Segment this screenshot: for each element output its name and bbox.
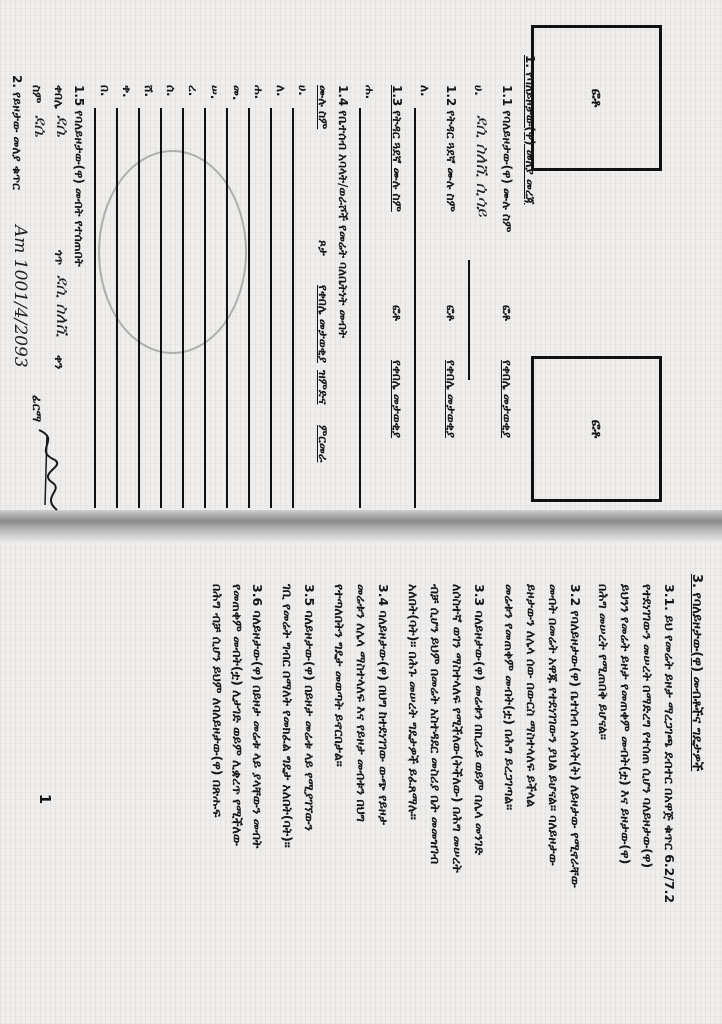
- signature-mark: [27, 425, 67, 515]
- photo-label-left: ፎቶ: [588, 88, 605, 108]
- family-row-label: ሐ.: [252, 85, 266, 100]
- row-a-line: [468, 260, 470, 380]
- s1-5-got-label: ጎጥ: [52, 250, 66, 266]
- s1-2-photo: ፎቶ: [444, 305, 458, 321]
- family-row-label: ሀ.: [296, 85, 310, 96]
- s1-5-name-label: ስም: [30, 85, 44, 104]
- family-row-line: [226, 108, 228, 508]
- family-row-line: [204, 108, 206, 508]
- para-line: ይዞታውን ለሌላ ሰው በውርስ ማስተላለፍ ይችላል: [524, 584, 539, 808]
- para-line: የመጠቀም መብት(ቷ) ሊታገድ ወይም ሊቋረጥ የሚችለው: [230, 584, 245, 846]
- photo-box-left: [531, 25, 662, 171]
- family-row-label: ሠ.: [208, 85, 222, 100]
- s1-5-kebele-label: ቀበሌ: [52, 85, 66, 109]
- family-row-label: በ.: [98, 85, 112, 97]
- para-line: ገቢ የመሬት ግብር በማለት የመክፈል ግዴታ አለበት(ባት)፡፡: [280, 584, 295, 848]
- para-3-4: [328, 584, 394, 825]
- section-3-heading: 3. የባለይዞታው(ዋ) መብቶችና ግዴታዎች: [689, 574, 704, 772]
- family-row-line: [116, 108, 118, 508]
- s1-5-sign-label: ፊርማ: [30, 395, 44, 423]
- family-row-line: [160, 108, 162, 508]
- photo-label-right: ፎቶ: [588, 419, 605, 439]
- para-line: የተደነገገውን መሠረት በማድረግ የተሰጠ ሲሆን ባለይዞታው(ዋ): [640, 584, 655, 869]
- para-line: በሕግ ብቻ ሲሆን ይህም ለባለይዞታው(ዋ) በጽሑፍ: [210, 584, 225, 818]
- family-row-line: [138, 108, 140, 508]
- para-3-6: [207, 584, 267, 848]
- para-line: በሕግ መሠረት የሚጠበቅ ይሆናል፡፡: [596, 584, 611, 740]
- bottom-page: [0, 544, 722, 1024]
- family-row-line: [182, 108, 184, 508]
- photo-box-right: [531, 356, 662, 502]
- family-row-label: ለ.: [274, 85, 288, 97]
- para-3-2: [498, 584, 586, 888]
- s1-3-label: 1.3 የትዳር ጓደኛ ሙሉ ስም: [390, 85, 404, 212]
- s1-5-label: 1.5 የባለይዞታው(ዋ) መብት የተሰጠበት: [72, 85, 86, 267]
- s1-4-col-sex: ጾታ: [316, 240, 330, 256]
- s1-4-col-remark: ምርመራ: [316, 425, 330, 463]
- s1-5-got-value: ደሲ ስለሺ: [52, 275, 72, 338]
- s1-5-date-label: ቀን: [52, 355, 66, 370]
- para-line: 3.3 ባለይዞታው(ዋ) መሬቱን በኪራይ ወይም በሌላ መንገድ: [472, 584, 487, 856]
- para-line: 3.5 ባለይዞታው(ዋ) በይዞታ መሬቱ ላይ የሚያገኘውን: [302, 584, 317, 831]
- para-line: መሬቱን የመጠቀም መብት(ቷ) በሕግ ይረጋገጣል፡፡: [502, 584, 517, 811]
- family-row-label: ሸ.: [142, 85, 156, 98]
- s1-5-kebele-value: ደሴ: [52, 115, 72, 137]
- s1-1-id: የቀበሌ መታወቂያ: [500, 360, 514, 439]
- s1-1-photo: ፎቶ: [500, 305, 514, 321]
- page-number: 1: [36, 793, 55, 805]
- row-a-value: ደሲ ስለሺ ሲሳይ: [472, 115, 492, 217]
- s1-3-photo: ፎቶ: [390, 305, 404, 321]
- s1-3-id: የቀበሌ መታወቂያ: [390, 360, 404, 439]
- para-3-3: [402, 584, 490, 873]
- para-line: መሬቱን ለሌላ ማስተላለፍ እና የይዞታ መብቱን በህግ: [354, 584, 369, 822]
- family-row-label: መ.: [230, 85, 244, 101]
- s1-2-id: የቀበሌ መታወቂያ: [444, 360, 458, 439]
- s1-5-name-value: ደሴ: [30, 115, 50, 137]
- family-row-line: [270, 108, 272, 508]
- official-stamp: [98, 150, 247, 354]
- para-line: አለበት(ባት)፡፡ በሕጉ መሠረት ግዴታዎች ይፈጸማሉ፡፡: [406, 584, 421, 820]
- row-b-line: [414, 108, 416, 508]
- para-3-5: [276, 584, 320, 848]
- para-line: 3.4 ባለይዞታው(ዋ) በህግ ከተደነገገው ውጭ የይዞታ: [376, 584, 391, 826]
- para-line: ለሶስተኛ ወገን ማስተላለፍ የሚችለው(ትችለው) በሕግ መሠረት: [450, 584, 465, 873]
- para-line: ይህንን የመሬት ይዞታ የመጠቀም መብት(ቷ) እና ይዞታው(ዋ): [618, 584, 633, 865]
- family-row-label: ቀ.: [120, 85, 134, 98]
- family-row-label: ረ.: [186, 85, 200, 97]
- row-b-label: ለ.: [418, 85, 432, 97]
- s1-4-col-name: ሙሉ ስም: [316, 85, 330, 130]
- para-line: 3.1. ይህ የመሬት ይዞታ ማረጋገጫ ደብተር በአዋጅ ቁጥር 6.2/7.2: [662, 584, 677, 904]
- s1-4-col-relation: ዝምድና: [316, 370, 330, 405]
- row-a-label: ሀ.: [472, 85, 486, 96]
- family-row-line: [94, 108, 96, 508]
- family-row-line: [292, 108, 294, 508]
- s1-1-label: 1.1 የባለይዞታው(ዋ) ሙሉ ስም: [500, 85, 514, 233]
- para-3-1: [592, 584, 680, 903]
- para-line: መብት በመሬት አዋጁ የተደነገገውን ያህል ይሆናል፡፡ ባለይዞታው: [546, 584, 561, 866]
- family-row-line: [248, 108, 250, 508]
- family-row-label: ሰ.: [164, 85, 178, 97]
- s2-value: Am 1001/4/2093: [10, 225, 30, 368]
- section-1-heading: 1. የባለይዞታው(ዋ) መለያ መረጃ: [523, 55, 537, 205]
- para-line: ብቻ ሲሆን ይህም በመሬት አስተዳደር መስሪያ ቤት መመዝገብ: [428, 584, 443, 865]
- para-line: የተጣለበትን ግዴታ መወጣት ይኖርበታል፡፡: [332, 584, 347, 767]
- row-c-label: ሐ.: [363, 85, 377, 100]
- s1-4-col-id: የቀበሌ መታወቂያ: [316, 285, 330, 364]
- s1-4-label: 1.4 የቤተሰብ አባላት/ወራሾች የመሬት ባለቤትነት መብት: [336, 85, 350, 339]
- s2-label: 2. የይዞታው መለያ ቁጥር: [10, 75, 24, 190]
- para-line: 3.6 ባለይዞታው(ዋ) በይዞታ መሬቱ ላይ ያላቸውን መብት: [250, 584, 265, 849]
- para-line: 3.2 የባለይዞታው(ዋ) ቤተሰብ አባላት(ት) ለይዞታው የሚኖራቸው: [568, 584, 583, 888]
- row-c-line: [359, 108, 361, 508]
- s1-2-label: 1.2 የትዳር ጓደኛ ሙሉ ስም: [444, 85, 458, 212]
